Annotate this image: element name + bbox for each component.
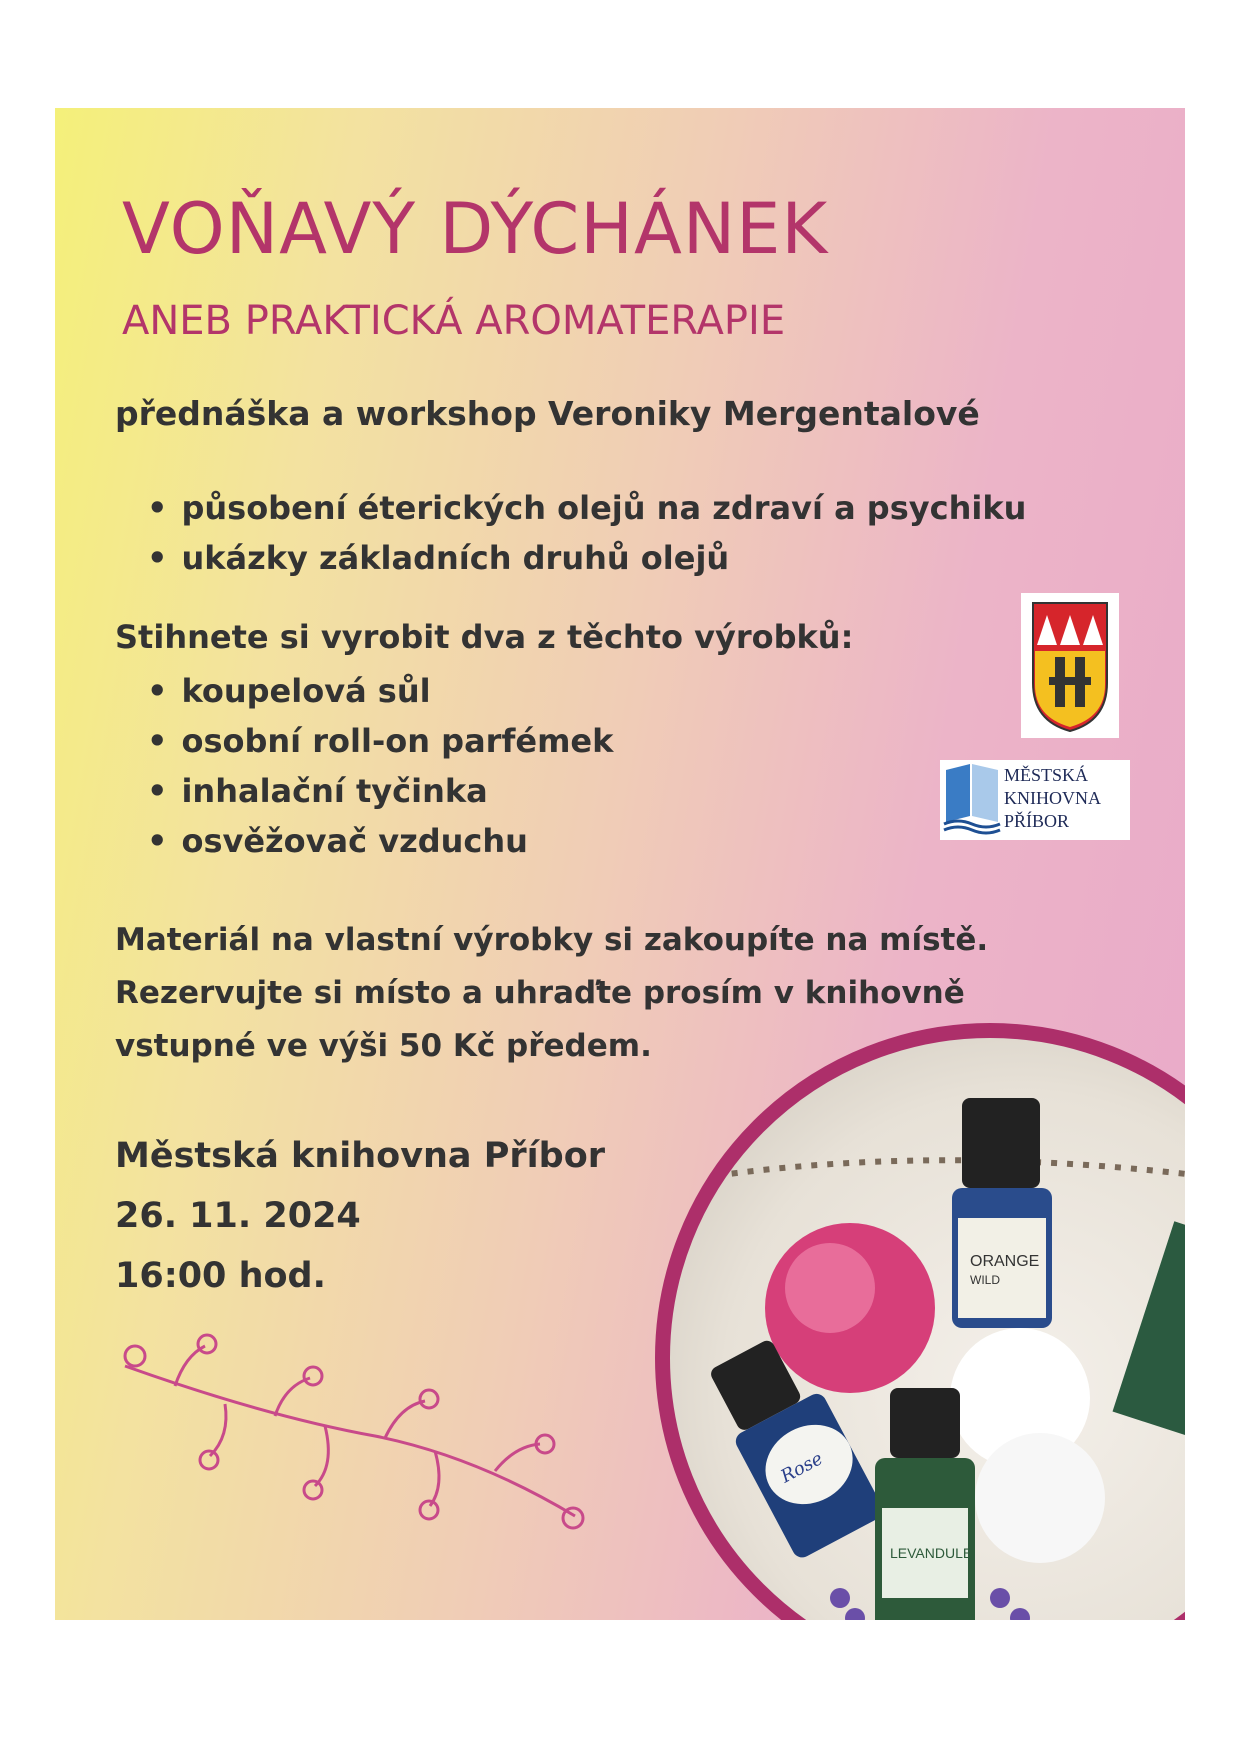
list-item: • inhalační tyčinka [147,766,613,816]
title-secondary: ANEB PRAKTICKÁ AROMATERAPIE [122,298,786,344]
library-logo-line: MĚSTSKÁ [1004,765,1089,785]
list-item: • koupelová sůl [147,666,613,716]
title-main: VOŇAVÝ DÝCHÁNEK [122,188,829,270]
library-logo-line: PŘÍBOR [1004,811,1070,831]
subtitle: přednáška a workshop Veroniky Mergentalové [115,394,980,433]
library-logo [940,760,1130,840]
bottle-label: WILD [970,1273,1000,1287]
event-place: Městská knihovna Příbor [115,1136,605,1176]
town-crest-logo [1021,593,1119,738]
products-intro: Stihnete si vyrobit dva z těchto výrobků: [115,618,854,656]
event-date: 26. 11. 2024 [115,1196,361,1236]
bottle-label: LEVANDULE [890,1545,973,1561]
library-logo-line: KNIHOVNA [1004,788,1101,808]
essential-oils-photo [655,1023,1185,1620]
topic-list [147,483,1026,583]
poster-background [55,108,1185,1620]
bottle-label: Rose [777,1448,827,1488]
list-item: • ukázky základních druhů olejů [147,533,1026,583]
product-list [147,666,613,866]
bottle-label: ORANGE [970,1253,1040,1270]
info-line: Materiál na vlastní výrobky si zakoupíte na místě. [115,922,989,958]
event-details [115,1126,605,1306]
floral-branch-icon [115,1326,585,1536]
list-item: • působení éterických olejů na zdraví a psychiku [147,483,1026,533]
list-item: • osvěžovač vzduchu [147,816,613,866]
event-time: 16:00 hod. [115,1256,326,1296]
list-item: • osobní roll-on parfémek [147,716,613,766]
info-line: Rezervujte si místo a uhraďte prosím v knihovně [115,975,965,1011]
info-line: vstupné ve výši 50 Kč předem. [115,1028,652,1064]
book-icon [940,760,1004,840]
